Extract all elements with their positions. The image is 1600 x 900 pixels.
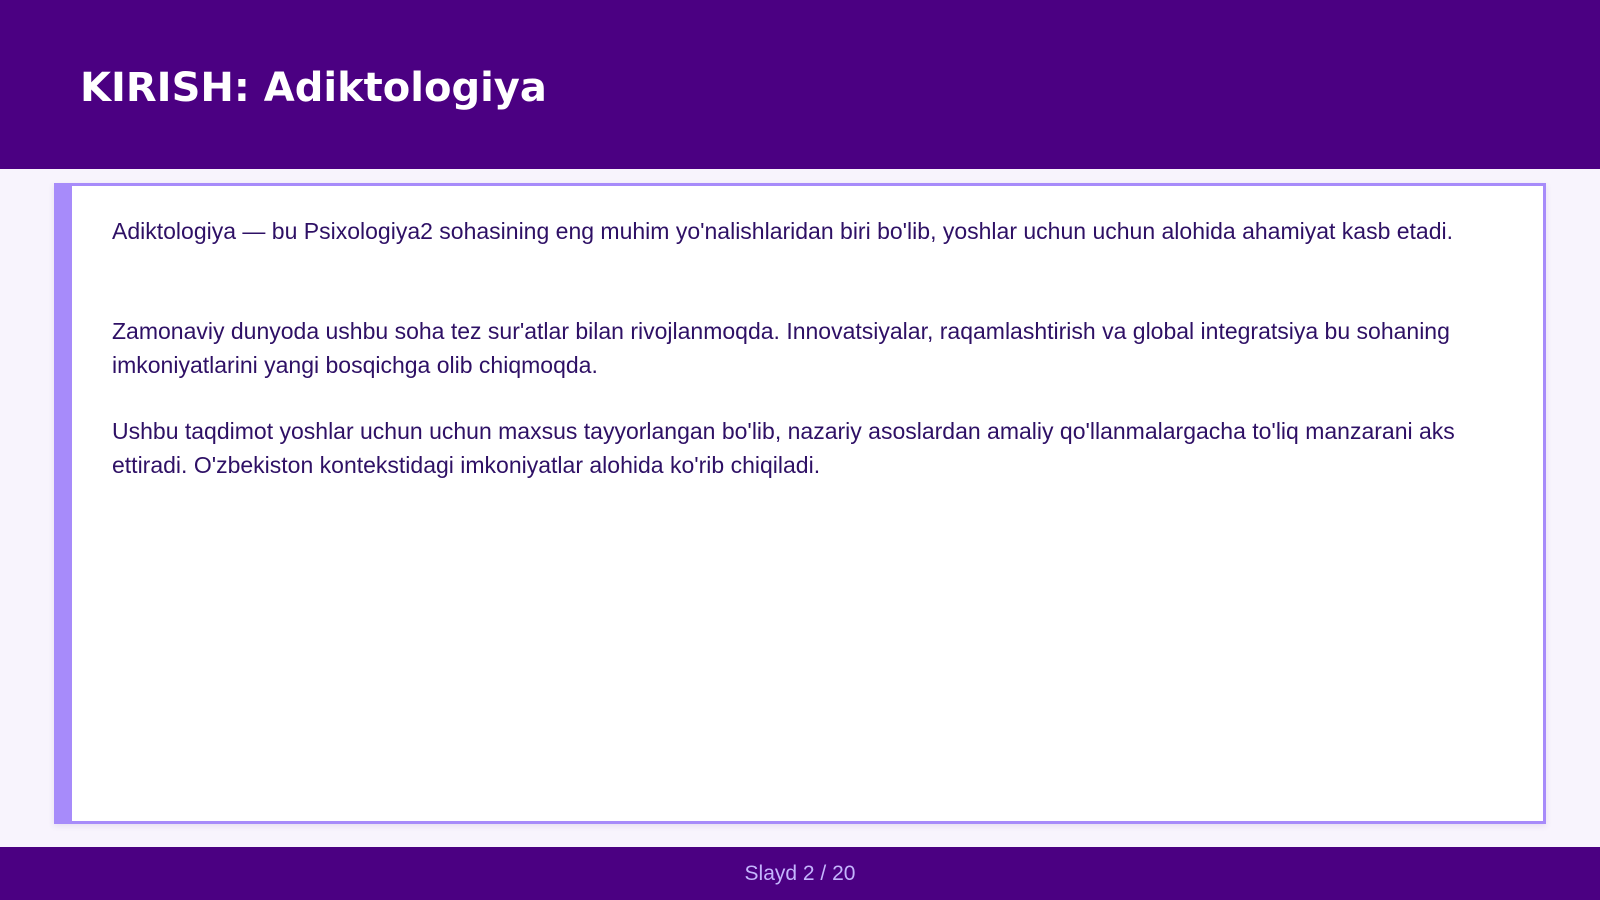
slide-footer	[0, 847, 1600, 900]
content-card	[54, 183, 1546, 824]
content-paragraph: Adiktologiya — bu Psixologiya2 sohasining eng muhim yo'nalishlaridan biri bo'lib, yoshlar uchun uchun alohida ahamiyat kasb etadi.	[112, 218, 1454, 244]
slide-header	[0, 0, 1600, 169]
content-paragraph: Zamonaviy dunyoda ushbu soha tez sur'atlar bilan rivojlanmoqda. Innovatsiyalar, raqamlashtirish va global integratsiya bu sohaning imkoniyatlarini yangi bosqichga olib chiqmoqda.	[112, 318, 1450, 378]
content-paragraph: Ushbu taqdimot yoshlar uchun uchun maxsus tayyorlangan bo'lib, nazariy asoslardan amaliy qo'llanmalargacha to'liq manzarani aks ettiradi. O'zbekiston kontekstidagi imkoniyatlar alohida ko'rib chiqiladi.	[112, 418, 1455, 478]
slide-counter: Slayd 2 / 20	[744, 862, 856, 885]
slide-title: KIRISH: Adiktologiya	[80, 65, 547, 111]
